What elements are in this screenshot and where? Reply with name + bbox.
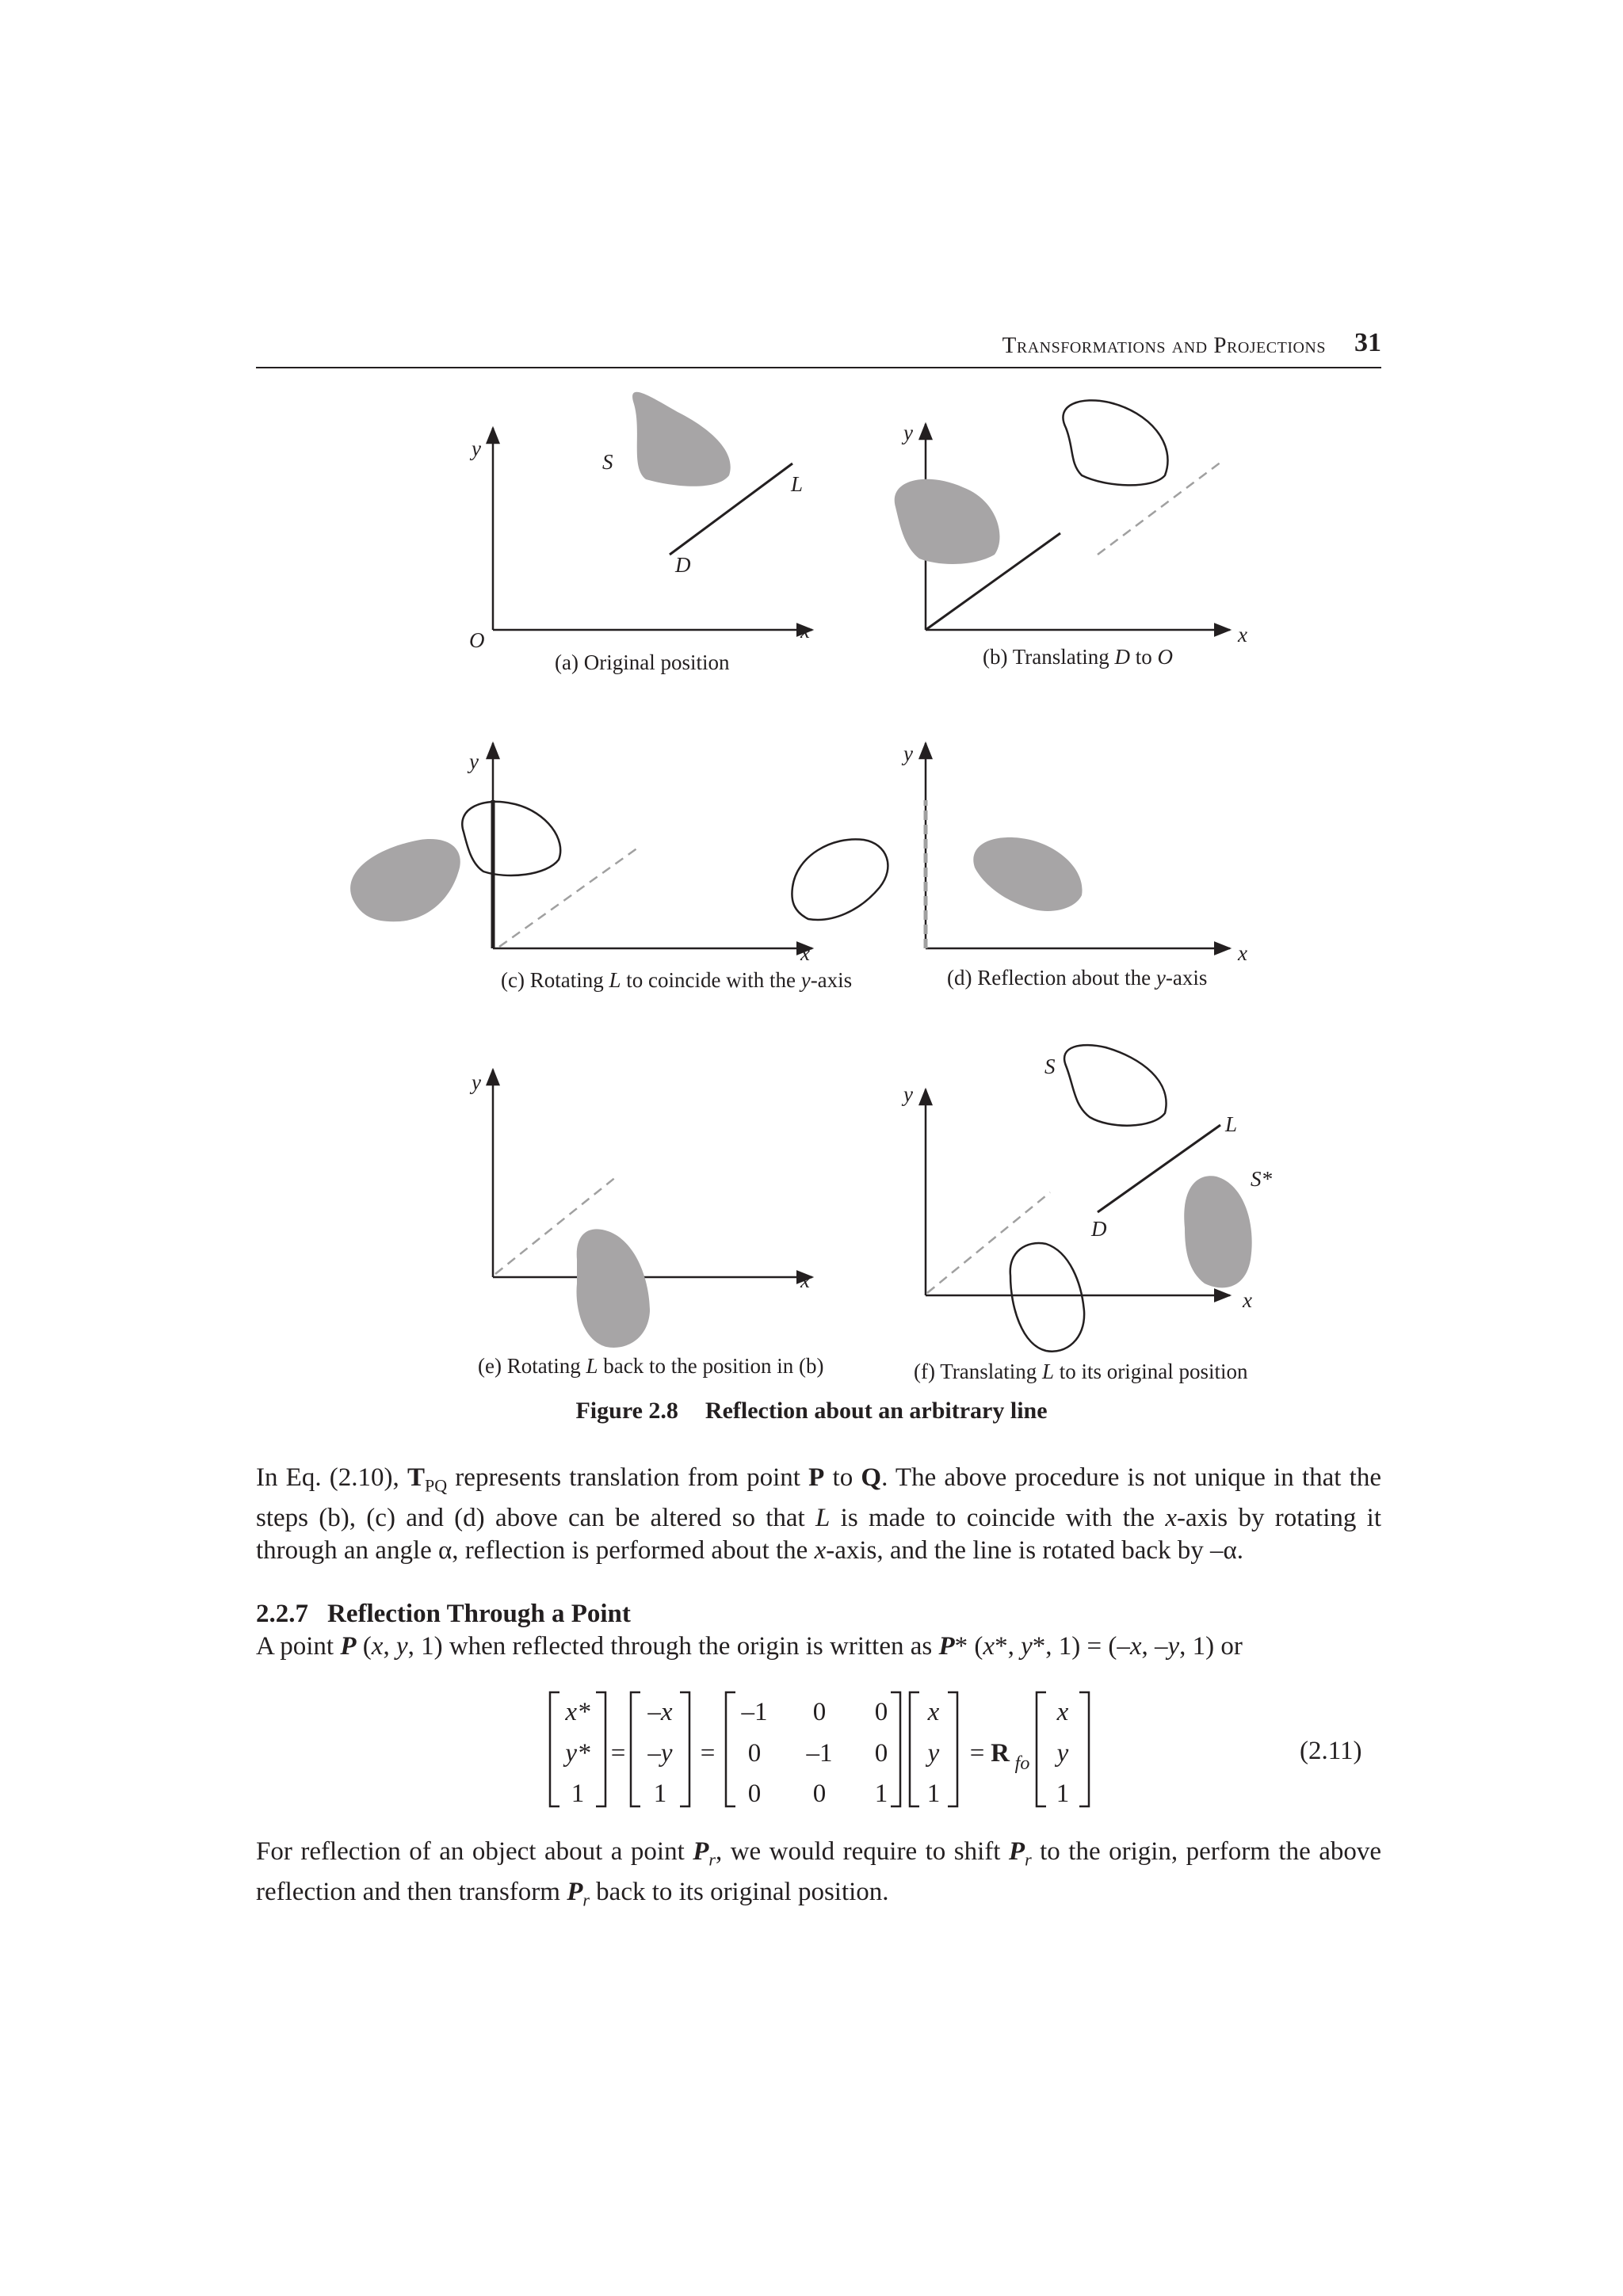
panel-e <box>469 1070 823 1378</box>
x-label: x <box>800 619 810 643</box>
col2-r2: –y <box>647 1739 673 1768</box>
y-label: y <box>469 749 479 773</box>
caption-c: (c) Rotating L to coincide with the y-axis <box>501 968 853 992</box>
x-label: x <box>1243 1288 1252 1312</box>
y-label: y <box>903 421 913 444</box>
point-d-label: D <box>675 553 691 577</box>
shape-s-label: S <box>1044 1055 1056 1078</box>
col4-r3: 1 <box>1056 1779 1070 1808</box>
m33: 1 <box>874 1779 888 1808</box>
col2-r1: –x <box>647 1698 673 1726</box>
m32: 0 <box>812 1779 827 1808</box>
intermediate-shape-outline <box>1010 1243 1084 1352</box>
reflected-shape-outline <box>1063 400 1167 485</box>
x-label: x <box>800 941 810 965</box>
original-line-dashed <box>499 848 638 947</box>
col1-r3: 1 <box>571 1779 585 1808</box>
reflected-shape-s-star <box>1184 1176 1251 1287</box>
panel-a <box>469 392 812 674</box>
line-l-label: L <box>1225 1112 1238 1136</box>
m12: 0 <box>812 1698 827 1726</box>
m23: 0 <box>874 1739 888 1768</box>
equation-number: (2.11) <box>1300 1737 1362 1765</box>
figure-title: Reflection about an arbitrary line <box>705 1398 1048 1424</box>
translated-line-dashed <box>927 1192 1050 1293</box>
m11: –1 <box>741 1698 768 1726</box>
col2-r3: 1 <box>653 1779 667 1808</box>
shape-s <box>895 479 1000 564</box>
panel-f <box>901 1045 1273 1383</box>
shape-s <box>632 392 731 486</box>
caption-e: (e) Rotating L back to the position in (b) <box>478 1354 824 1378</box>
page-number: 31 <box>1354 328 1381 357</box>
y-label: y <box>472 1070 481 1094</box>
origin-label: O <box>469 628 485 652</box>
panel-b <box>895 400 1247 669</box>
y-label: y <box>903 742 913 765</box>
figure-number: Figure 2.8 <box>575 1398 678 1424</box>
shape-s <box>350 839 460 921</box>
x-label: x <box>800 1268 810 1292</box>
section-number: 2.2.7 <box>256 1600 308 1628</box>
col3-r1: x <box>927 1698 940 1726</box>
caption-f: (f) Translating L to its original position <box>914 1360 1248 1383</box>
eq-sign-2: = <box>700 1739 716 1768</box>
rf-subscript: fo <box>1014 1753 1030 1774</box>
m22: –1 <box>806 1739 833 1768</box>
eq-sign-1: = <box>610 1739 626 1768</box>
figure-caption <box>0 1398 1623 1425</box>
paragraph-2: A point P (x, y, 1) when reflected through the origin is written as P* (x*, y*, 1) = (–x, –y, 1) or <box>256 1632 1243 1661</box>
caption-d: (d) Reflection about the y-axis <box>947 966 1208 990</box>
section-heading <box>256 1600 631 1629</box>
running-title: Transformations and Projections <box>1002 333 1326 358</box>
x-label: x <box>1238 941 1247 965</box>
shape-s-outline <box>1064 1045 1167 1126</box>
original-line-dashed <box>1098 460 1224 555</box>
paragraph-1: In Eq. (2.10), $T_{PQ}$ represents translation from point P to Q. The above procedure is not unique in that the steps (b), (c) and (d) above can be altered so that L is made to coincide with the x-axis by rotating it through an angle α, reflection is performed about the x-axis, and the line is rotated back by –α. <box>256 1463 1382 1565</box>
rf-symbol: R <box>991 1739 1010 1768</box>
section-title: Reflection Through a Point <box>327 1600 631 1628</box>
m21: 0 <box>747 1739 762 1768</box>
reflected-shape-label: S* <box>1251 1167 1272 1191</box>
m31: 0 <box>747 1779 762 1808</box>
paragraph-3: For reflection of an object about a point $P_r$, we would require to shift $P_r$ to the origin, perform the above reflection and then transform $P_r$ back to its original position. <box>256 1837 1382 1910</box>
line-l-label: L <box>791 472 804 496</box>
m13: 0 <box>874 1698 888 1726</box>
reflected-shape-outline-right <box>792 839 888 920</box>
point-d-label: D <box>1091 1217 1107 1241</box>
y-label: y <box>903 1082 913 1106</box>
panel-d <box>901 742 1247 990</box>
col4-r2: y <box>1056 1739 1069 1768</box>
col1-r1: x* <box>565 1698 590 1726</box>
col3-r2: y <box>927 1739 940 1768</box>
col3-r3: 1 <box>926 1779 941 1808</box>
shape-s-label: S <box>602 450 613 474</box>
reflected-shape-outline-left <box>462 802 560 875</box>
caption-a: (a) Original position <box>555 650 730 674</box>
reflected-shape <box>973 837 1082 911</box>
col1-r2: y* <box>565 1739 590 1768</box>
caption-b: (b) Translating D to O <box>983 645 1174 669</box>
shape <box>576 1229 650 1348</box>
x-label: x <box>1238 623 1247 646</box>
panel-c <box>350 743 888 992</box>
eq-sign-3: = <box>969 1739 985 1768</box>
col4-r1: x <box>1056 1698 1069 1726</box>
y-label: y <box>472 437 481 460</box>
equation-2-11 <box>0 1688 1623 1814</box>
